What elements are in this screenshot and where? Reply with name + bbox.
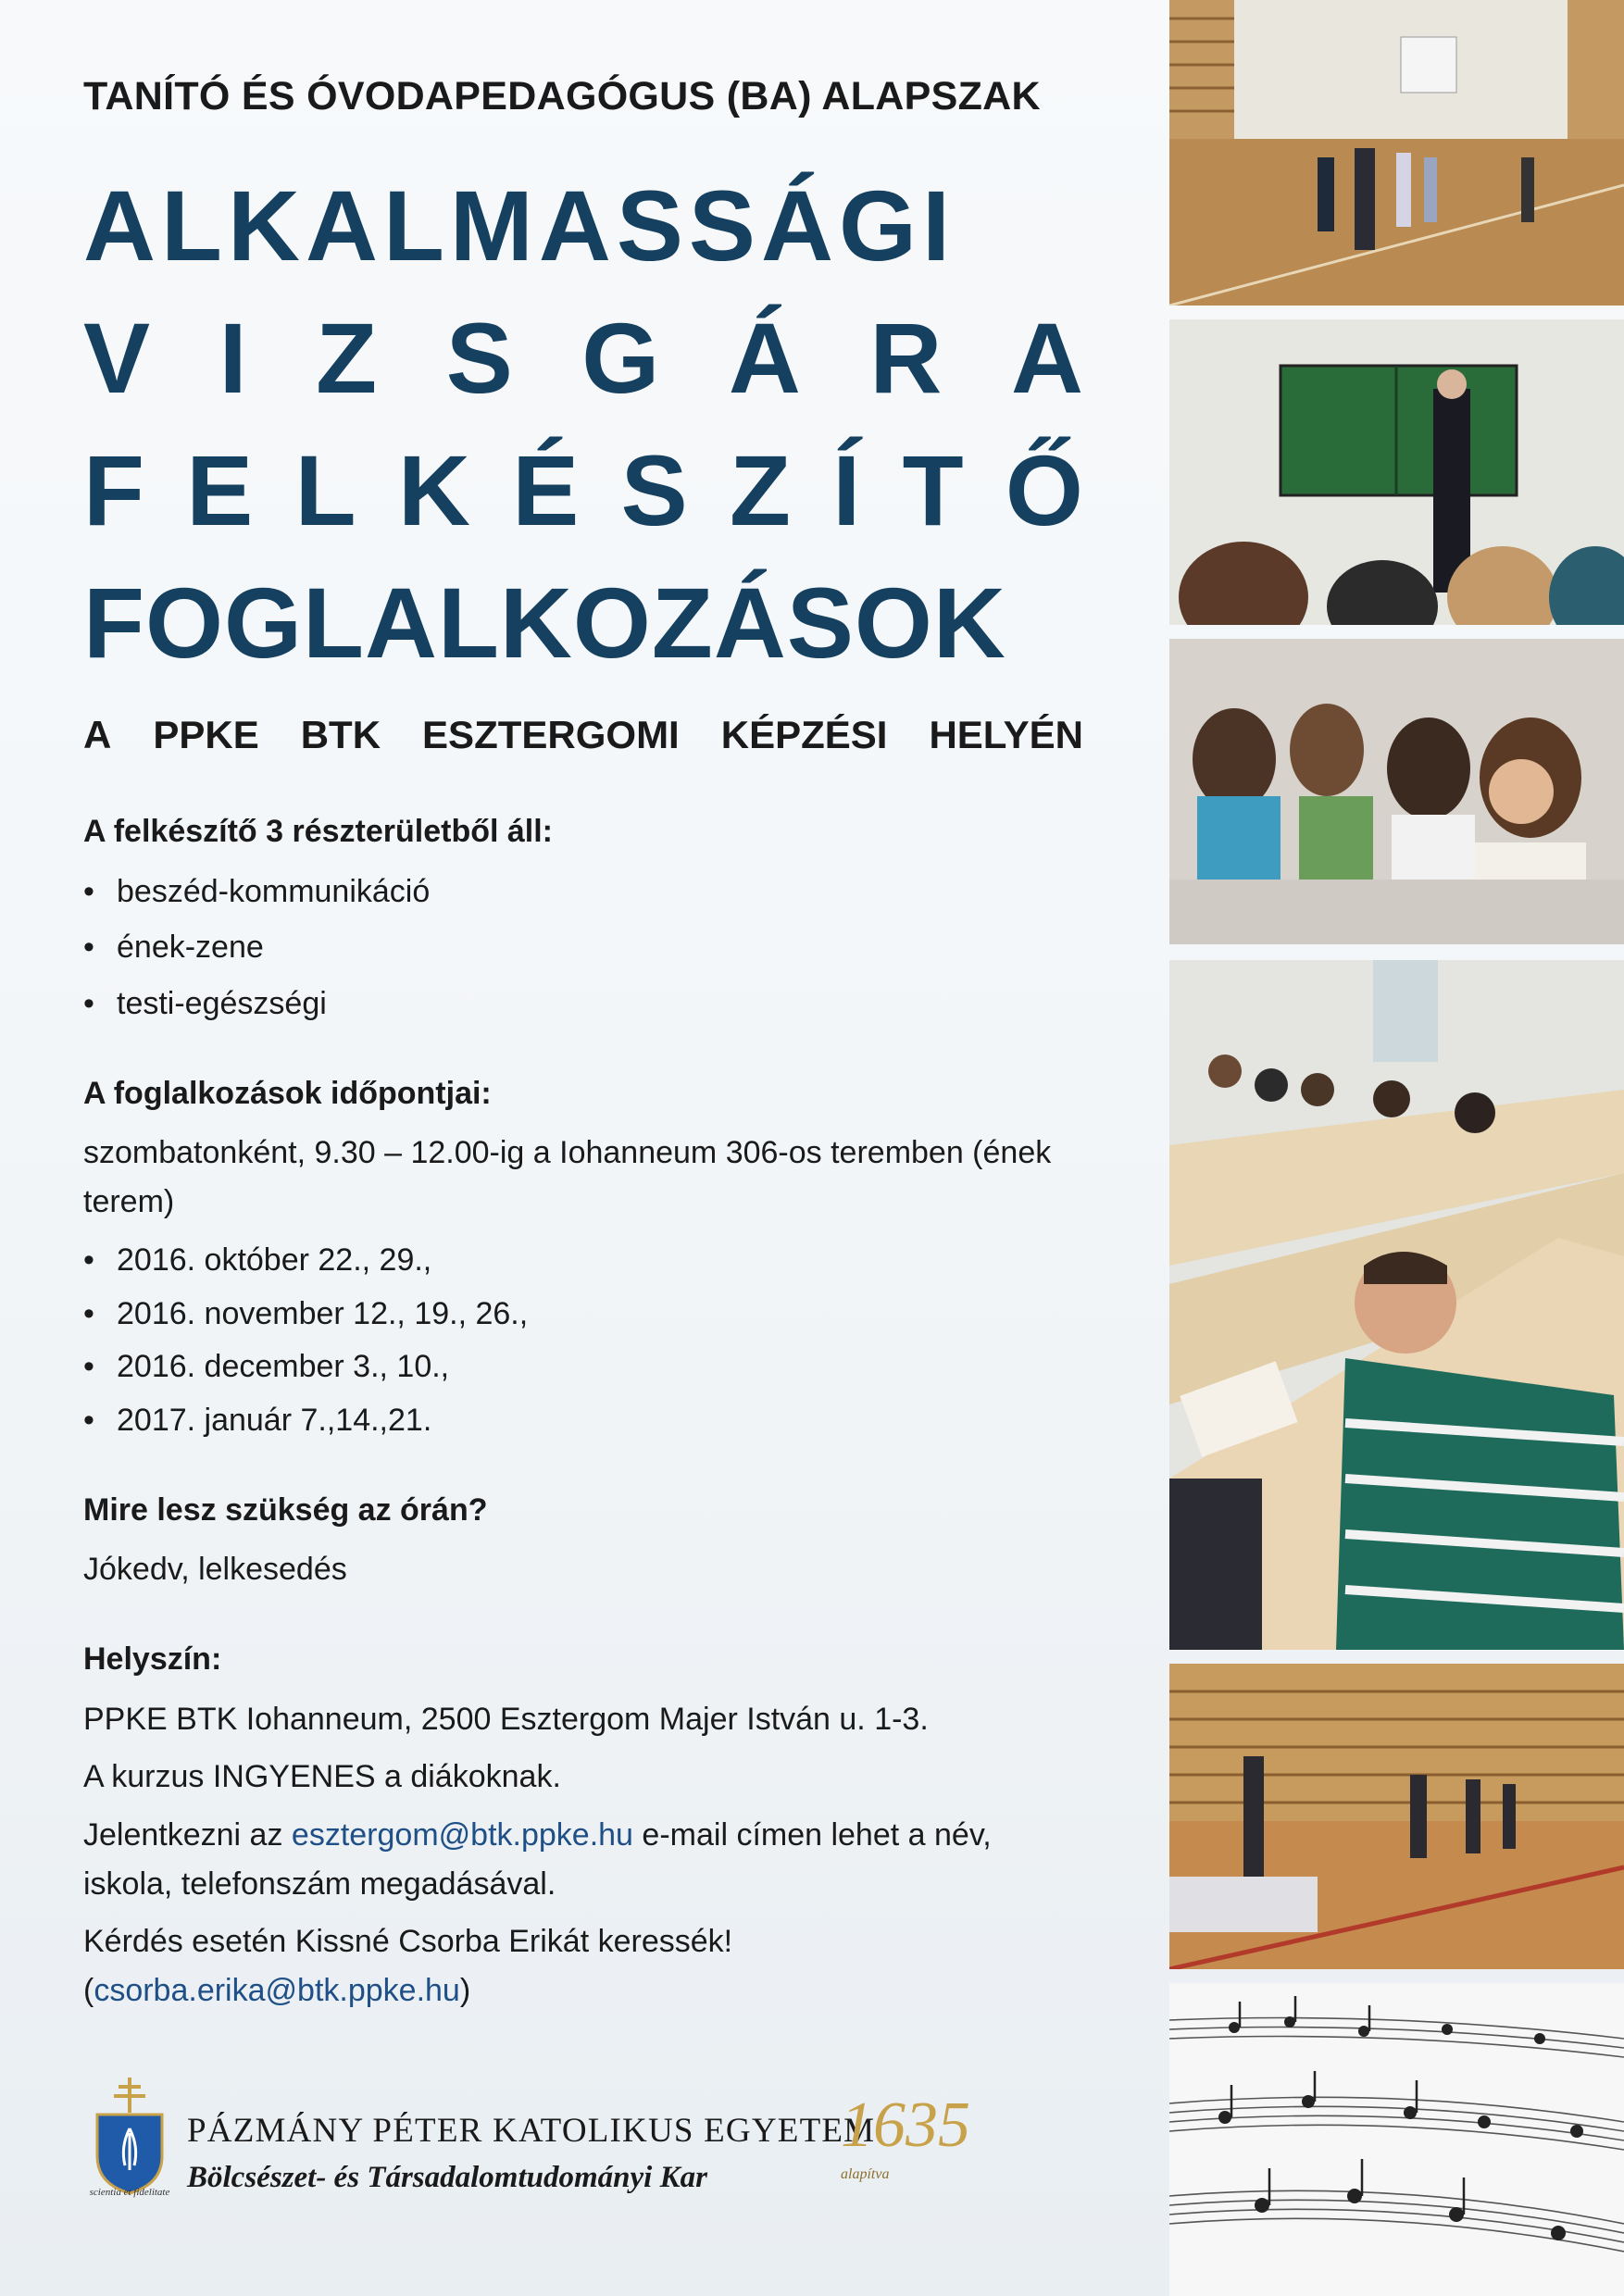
apply-email-link[interactable]: esztergom@btk.ppke.hu (291, 1817, 633, 1853)
faculty-name: Bölcsészet- és Társadalomtudományi Kar (187, 2161, 707, 2194)
students-smiling-photo (1169, 639, 1624, 944)
title-letter: V (83, 302, 151, 414)
needs-heading: Mire lesz szükség az órán? (83, 1491, 488, 1528)
location-text: PPKE BTK Iohanneum, 2500 Esztergom Majer István u. 1-3. (83, 1701, 929, 1737)
apply-pre: Jelentkezni az (83, 1817, 283, 1853)
title-line-2 (83, 302, 1083, 414)
location-heading: Helyszín: (83, 1641, 222, 1677)
sheet-music-photo (1169, 1983, 1624, 2296)
title-text-1: ALKALMASSÁGI (83, 169, 956, 281)
place-word: PPKE (153, 713, 259, 756)
contact-email-line (83, 1966, 1111, 2015)
title-letter: E (186, 434, 254, 546)
free-course-text: A kurzus INGYENES a diákoknak. (83, 1759, 561, 1795)
place-word: ESZTERGOMI (422, 713, 680, 756)
title-letter: K (397, 434, 470, 546)
title-line-4 (83, 567, 1083, 679)
title-letter: Á (728, 302, 801, 414)
university-logo-block (83, 2078, 1102, 2207)
apply-text (83, 1811, 1065, 1908)
classroom-teacher-photo (1169, 319, 1624, 625)
university-motto: scientia et fidelitate (89, 2187, 170, 2198)
needs-text: Jókedv, lelkesedés (83, 1552, 347, 1588)
dance-gym-photo (1169, 1664, 1624, 1969)
title-letter: L (294, 434, 356, 546)
date-item: • 2016. október 22., 29., (83, 1236, 1111, 1285)
place-word: A (83, 713, 112, 756)
place-word: HELYÉN (929, 713, 1083, 756)
title-letter: S (620, 434, 688, 546)
title-letter: A (1010, 302, 1083, 414)
program-subtitle: TANÍTÓ ÉS ÓVODAPEDAGÓGUS (BA) ALAPSZAK (83, 74, 1041, 119)
times-intro: szombatonként, 9.30 – 12.00-ig a Iohanneum 306-os teremben (ének terem) (83, 1135, 1052, 1220)
lecture-room-photo (1169, 960, 1624, 1650)
area-item: • ének-zene (83, 923, 1111, 972)
title-letter: G (581, 302, 660, 414)
title-letter: Ő (1005, 434, 1083, 546)
title-letter: I (219, 302, 247, 414)
title-line-3 (83, 434, 1083, 546)
title-letter: T (902, 434, 964, 546)
title-letter: Z (316, 302, 378, 414)
title-letter: Z (729, 434, 791, 546)
title-letter: R (869, 302, 943, 414)
title-text-4: FOGLALKOZÁSOK (83, 567, 1006, 679)
gym-photo (1169, 0, 1624, 306)
contact-email-link[interactable]: csorba.erika@btk.ppke.hu (94, 1973, 460, 2009)
founded-label: alapítva (841, 2166, 890, 2182)
info-body (83, 807, 1111, 2015)
times-heading: A foglalkozások időpontjai: (83, 1075, 492, 1111)
photo-column (1169, 0, 1624, 2296)
area-item: • testi-egészségi (83, 980, 1111, 1029)
paren-open: ( (83, 1973, 94, 2009)
date-item: • 2017. január 7.,14.,21. (83, 1396, 1111, 1445)
paren-close: ) (459, 1973, 471, 2009)
date-item: • 2016. november 12., 19., 26., (83, 1290, 1111, 1339)
title-line-1 (83, 169, 1083, 281)
title-letter: Í (832, 434, 861, 546)
areas-heading: A felkészítő 3 részterületből áll: (83, 814, 553, 849)
date-item: • 2016. december 3., 10., (83, 1342, 1111, 1391)
title-letter: F (83, 434, 144, 546)
title-letter: S (445, 302, 513, 414)
area-item: • beszéd-kommunikáció (83, 867, 1111, 917)
founding-year: 1635 (841, 2090, 970, 2161)
place-word: KÉPZÉSI (720, 713, 888, 756)
place-word: BTK (300, 713, 381, 756)
apply-post: e-mail címen lehet a név, iskola, telefonszám megadásával. (83, 1817, 992, 1902)
university-name: PÁZMÁNY PÉTER KATOLIKUS EGYETEM (187, 2112, 876, 2150)
title-letter: É (512, 434, 580, 546)
place-heading (83, 713, 1083, 757)
contact-text: Kérdés esetén Kissné Csorba Erikát keressék! (83, 1924, 733, 1960)
